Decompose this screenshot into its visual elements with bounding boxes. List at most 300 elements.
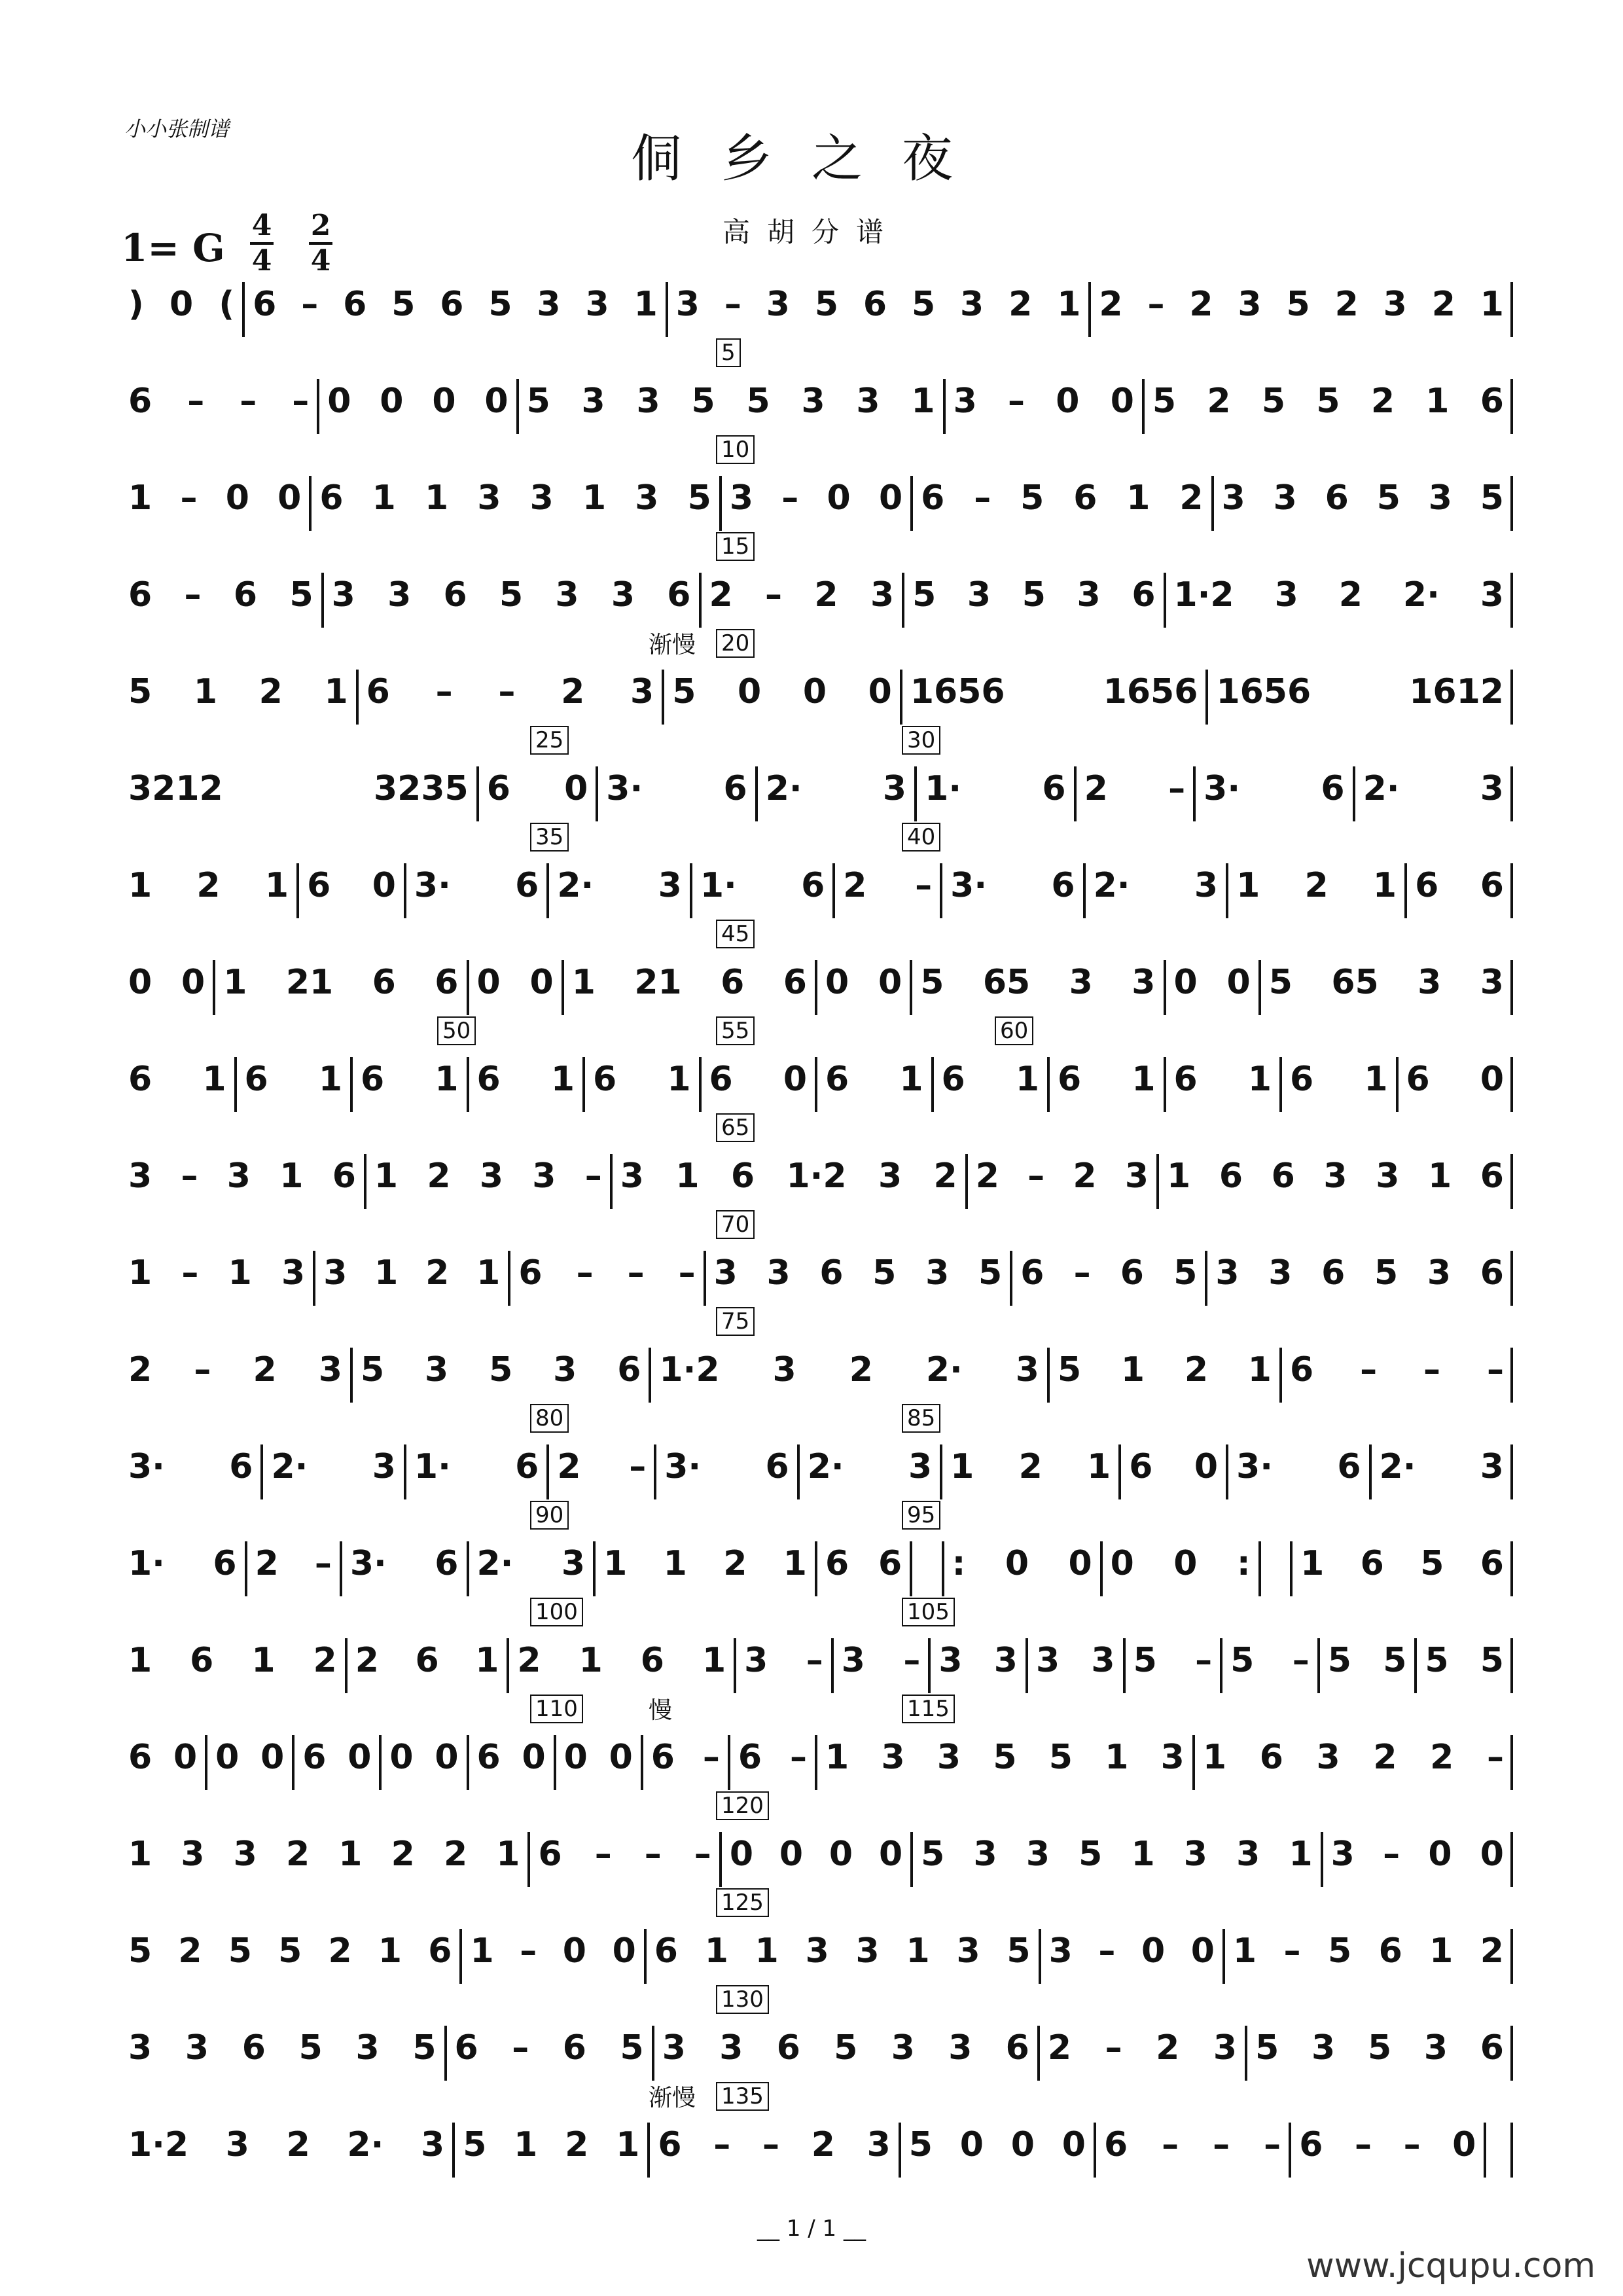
- measure-number: 65: [716, 1113, 755, 1142]
- measure: 6 1 1 3 3 1 3 5: [319, 478, 711, 518]
- measure: 6 1: [128, 1060, 226, 1099]
- time-sig-denominator: 4: [310, 244, 331, 278]
- measure: 3· 6: [606, 769, 747, 808]
- bar-line: [1192, 1735, 1195, 1790]
- measure: 3 –: [841, 1641, 921, 1680]
- time-sig-denominator: 4: [251, 244, 272, 278]
- measure-number: 35: [530, 823, 569, 852]
- bar-line: [313, 1251, 315, 1306]
- bar-line: [1510, 2026, 1513, 2081]
- bar-line: [900, 670, 902, 725]
- measure-number: 125: [716, 1888, 769, 1917]
- measure: 3 3 6 5 3 3 6: [331, 575, 691, 615]
- bar-line: [943, 379, 946, 434]
- measure: 6 0: [1129, 1447, 1219, 1486]
- measure: 6 6: [825, 1544, 902, 1583]
- bar-line: [356, 670, 359, 725]
- score-row: [119, 1986, 1513, 2074]
- measure: 3 3 6 5 3 6: [1215, 1253, 1504, 1293]
- score-row: [119, 824, 1513, 912]
- tempo-direction: 渐慢: [649, 632, 696, 658]
- measure: 1· 6: [700, 866, 825, 905]
- bar-line: [940, 1444, 942, 1499]
- measure: 3 3 6 5 3 5: [713, 1253, 1003, 1293]
- bar-line: [797, 1444, 800, 1499]
- bar-line: [546, 863, 549, 918]
- bar-line: [452, 2123, 455, 2178]
- bar-line: [1226, 863, 1228, 918]
- page-number: __ 1 / 1 __: [757, 2215, 866, 2242]
- measure: 1 6 6 3 3 1 6: [1167, 1157, 1504, 1196]
- bar-line: [1353, 766, 1355, 821]
- measure: 3· 6: [414, 866, 539, 905]
- measure: 5 1 2 1: [463, 2125, 640, 2164]
- bar-line: [404, 863, 406, 918]
- measure: 3 –: [744, 1641, 823, 1680]
- measure-number: 70: [716, 1210, 755, 1239]
- tempo-direction: 慢: [649, 1697, 673, 1724]
- measure-number: 40: [902, 823, 940, 852]
- bar-line: [831, 1638, 834, 1693]
- bar-line: [1010, 1251, 1012, 1306]
- bar-line: [1369, 1444, 1372, 1499]
- measure: 6 1: [593, 1060, 691, 1099]
- bar-line: [1245, 2026, 1247, 2081]
- measure: 6 1: [1058, 1060, 1156, 1099]
- bar-line: [562, 960, 564, 1015]
- bar-line: [350, 1348, 353, 1403]
- bar-line: [1510, 863, 1513, 918]
- measure: 3212 3235: [128, 769, 469, 808]
- key-signature: 1= G: [121, 226, 225, 270]
- measure-number: 75: [716, 1307, 755, 1336]
- bar-line: [205, 1735, 207, 1790]
- bar-line: [662, 670, 664, 725]
- measure: 1 6 3 2 2 –: [1202, 1738, 1504, 1777]
- part-subtitle: 高胡分谱: [722, 216, 901, 248]
- bar-line: [690, 863, 692, 918]
- bar-line: [1088, 282, 1091, 337]
- measure: 2 – 2 3: [709, 575, 895, 615]
- time-sig-numerator: 4: [251, 209, 272, 242]
- measure: 1 6 1 2: [128, 1641, 337, 1680]
- bar-line: [1289, 2123, 1291, 2178]
- measure: 2 – 2 3: [1047, 2028, 1238, 2068]
- measure: 6 1: [361, 1060, 459, 1099]
- measure: 0 0: [825, 963, 902, 1002]
- measure: 5 3 3 5 1 3 3 1: [921, 1835, 1313, 1874]
- bar-line: [467, 1057, 469, 1112]
- measure-number: 60: [995, 1016, 1033, 1045]
- measure: 6 – 6 5: [1020, 1253, 1198, 1293]
- measure: 6 1: [1173, 1060, 1272, 1099]
- measure: 1·2 3 2 2· 3: [128, 2125, 445, 2164]
- measure-number: 135: [716, 2082, 769, 2111]
- measure: 1·2 3 2 2· 3: [659, 1350, 1039, 1390]
- score-row: [119, 533, 1513, 621]
- bar-line: [1205, 1251, 1207, 1306]
- bar-line: [1164, 1057, 1166, 1112]
- measure: 0 0: [128, 963, 205, 1002]
- measure: 1 1 2 1: [603, 1544, 807, 1583]
- measure: 6 0: [307, 866, 396, 905]
- site-watermark: www.jcqupu.com: [1306, 2246, 1596, 2286]
- measure: 5 5: [1425, 1641, 1504, 1680]
- measure: 5 1 2 1: [128, 672, 348, 711]
- measure: 1656 1656: [910, 672, 1198, 711]
- bar-line: [242, 282, 245, 337]
- bar-line: [815, 1541, 817, 1596]
- measure: 1 21 6 6: [571, 963, 807, 1002]
- measure: 5 3 5 3 6: [912, 575, 1156, 615]
- measure: 5 5: [1327, 1641, 1407, 1680]
- measure: 0 0 :: [1110, 1544, 1251, 1583]
- measure-number: 110: [530, 1695, 583, 1723]
- tempo-direction: 渐慢: [649, 2085, 696, 2111]
- bar-line: [910, 1832, 913, 1887]
- bar-line: [1510, 1929, 1513, 1984]
- bar-line: [1156, 1154, 1159, 1209]
- score-row: [119, 437, 1513, 524]
- measure: 6 0: [476, 1738, 546, 1777]
- score-row: [119, 340, 1513, 427]
- measure-number: 130: [716, 1985, 769, 2014]
- score-row: [119, 921, 1513, 1009]
- measure: 1 2 1: [950, 1447, 1111, 1486]
- bar-line: [292, 1735, 294, 1790]
- bar-line: [1510, 1638, 1513, 1693]
- measure: 3 – 3 1 6: [128, 1157, 356, 1196]
- measure: 5 –: [1230, 1641, 1310, 1680]
- bar-line: [582, 1057, 585, 1112]
- measure: 1 6 5 6: [1300, 1544, 1504, 1583]
- score-row: [119, 1502, 1513, 1590]
- measure: 6 – 6 5 6 5 3 3 1: [253, 285, 658, 324]
- bar-line: [832, 863, 835, 918]
- measure: 6 –: [651, 1738, 720, 1777]
- score-row: [119, 2083, 1513, 2171]
- bar-line: [815, 960, 817, 1015]
- measure: 5 65 3 3: [1268, 963, 1504, 1002]
- measure: 3 1 6 1·2 3 2: [620, 1157, 957, 1196]
- measure: 3 – 0 0: [1048, 1931, 1215, 1971]
- measure-number: 15: [716, 532, 755, 561]
- bar-line: [1279, 1057, 1282, 1112]
- bar-line: [940, 863, 942, 918]
- bar-line: [1226, 1444, 1228, 1499]
- bar-line: [1118, 1444, 1121, 1499]
- measure: 1 – 5 6 1 2: [1232, 1931, 1504, 1971]
- bar-line: [527, 1832, 530, 1887]
- measure-number: 95: [902, 1501, 940, 1530]
- bar-line: [1039, 1929, 1041, 1984]
- measure: 6 – – –: [518, 1253, 696, 1293]
- measure-number: 20: [716, 629, 755, 658]
- bar-line: [666, 282, 668, 337]
- measure: 6 – – 2 3: [366, 672, 654, 711]
- measure: 5 3 3 5 5 3 3 1: [526, 382, 935, 421]
- measure: 6 1: [476, 1060, 575, 1099]
- bar-line: [910, 476, 913, 531]
- measure: 5 65 3 3: [920, 963, 1156, 1002]
- bar-line: [1510, 1057, 1513, 1112]
- bar-line: [1220, 1638, 1222, 1693]
- score-row: [119, 1405, 1513, 1493]
- measure: : 0 0: [952, 1544, 1092, 1583]
- measure-number: 5: [716, 338, 741, 367]
- bar-line: [593, 1541, 596, 1596]
- measure: 2· 3: [807, 1447, 933, 1486]
- bar-line: [1258, 960, 1261, 1015]
- bar-line: [931, 1057, 934, 1112]
- measure: 6 – – 0: [1299, 2125, 1476, 2164]
- bar-line: [516, 379, 519, 434]
- measure: 2· 3: [557, 866, 682, 905]
- bar-line: [1142, 379, 1145, 434]
- bar-line: [1094, 2123, 1096, 2178]
- score-row: [119, 1308, 1513, 1396]
- bar-line: [1083, 863, 1086, 918]
- measure: 6 0: [486, 769, 588, 808]
- measure-number: 100: [530, 1598, 583, 1626]
- measure: 5 2 5 5 2 1 6: [128, 1931, 452, 1971]
- measure: 6 – 6 5: [128, 575, 313, 615]
- bar-line: [345, 1638, 348, 1693]
- measure: 2 1 6 1: [517, 1641, 726, 1680]
- measure: 1 21 6 6: [223, 963, 459, 1002]
- bar-line: [1510, 1444, 1513, 1499]
- measure: 6 0: [302, 1738, 372, 1777]
- bar-line: [1510, 1541, 1513, 1596]
- bar-line: [1123, 1638, 1126, 1693]
- bar-line: [245, 1541, 247, 1596]
- bar-line: [1510, 960, 1513, 1015]
- bar-line: [321, 573, 324, 628]
- measure-number: 85: [902, 1404, 940, 1433]
- bar-line: [1074, 766, 1077, 821]
- bar-line: [1396, 1057, 1399, 1112]
- bar-line: [1026, 1638, 1028, 1693]
- bar-line: [699, 1057, 702, 1112]
- bar-line: [364, 1154, 366, 1209]
- measure: 6 1: [1290, 1060, 1388, 1099]
- bar-line: [755, 766, 758, 821]
- measure: 3 – 3 5 6 5 3 2 1: [675, 285, 1081, 324]
- measure-number: 115: [902, 1695, 955, 1723]
- measure: 2· 3: [1363, 769, 1504, 808]
- score-row: [119, 272, 1513, 331]
- bar-line: [647, 2123, 650, 2178]
- bar-line: [1258, 1541, 1261, 1596]
- measure: 1656 1612: [1216, 672, 1504, 711]
- bar-line: [1164, 573, 1166, 628]
- bar-line: [554, 1735, 556, 1790]
- measure: 3· 6: [950, 866, 1075, 905]
- measure: 3 – 0 0: [953, 382, 1134, 421]
- measure: 2· 3: [1379, 1447, 1504, 1486]
- bar-line: [1510, 1832, 1513, 1887]
- measure-number: 25: [530, 726, 569, 755]
- measure: 5 3 5 3 6: [361, 1350, 641, 1390]
- measure: 1·2 3 2 2· 3: [1173, 575, 1504, 615]
- measure: 2· 3: [476, 1544, 586, 1583]
- measure-number: 90: [530, 1501, 569, 1530]
- bar-line: [317, 379, 319, 434]
- measure: 3 1 2 1: [323, 1253, 501, 1293]
- bar-line: [508, 1251, 510, 1306]
- measure: 1 2 1: [1236, 866, 1397, 905]
- measure: 5 2 5 5 2 1 6: [1152, 382, 1504, 421]
- bar-line: [910, 960, 912, 1015]
- measure: 6 1: [825, 1060, 923, 1099]
- bar-line: [641, 1735, 643, 1790]
- bar-line: [444, 2026, 447, 2081]
- measure: 3 3: [938, 1641, 1018, 1680]
- measure: 6 6: [1415, 866, 1504, 905]
- bar-line: [1510, 1251, 1513, 1306]
- bar-line: [404, 1444, 406, 1499]
- measure-number: 120: [716, 1791, 769, 1820]
- measure: 0 0: [215, 1738, 285, 1777]
- bar-line: [704, 1251, 706, 1306]
- bar-line: [1510, 476, 1513, 531]
- bar-line: [719, 476, 722, 531]
- measure-number: 80: [530, 1404, 569, 1433]
- measure: 2 –: [843, 866, 933, 905]
- bar-line: [654, 1444, 656, 1499]
- bar-line: [1205, 670, 1208, 725]
- measure: ) 0 (: [128, 285, 235, 324]
- measure: 1 2 1: [128, 866, 289, 905]
- bar-line: [546, 1444, 549, 1499]
- measure: 3 3 6 5 3 5: [128, 2028, 437, 2068]
- bar-line: [1414, 1638, 1417, 1693]
- score-row: [119, 1115, 1513, 1202]
- bar-line: [1290, 1541, 1293, 1596]
- measure: 3· 6: [349, 1544, 459, 1583]
- measure: 6 0: [1406, 1060, 1504, 1099]
- bar-line: [649, 1348, 651, 1403]
- measure: 1 – 1 3: [128, 1253, 306, 1293]
- measure: 1 3 3 2 1 2 2 1: [128, 1835, 520, 1874]
- measure: 0 0: [1173, 963, 1251, 1002]
- measure: 1· 6: [414, 1447, 539, 1486]
- bar-line: [309, 476, 312, 531]
- bar-line: [965, 1154, 968, 1209]
- measure: 3 3: [1035, 1641, 1115, 1680]
- measure: 2 – 2 3: [128, 1350, 342, 1390]
- bar-line: [942, 1541, 944, 1596]
- measure: 1· 6: [128, 1544, 237, 1583]
- measure: 6 – – 2 3: [658, 2125, 891, 2164]
- bar-line: [719, 1832, 722, 1887]
- bar-line: [815, 1735, 817, 1790]
- arranger-credit: 小小张制谱: [124, 117, 230, 141]
- measure: 0 0: [476, 963, 554, 1002]
- measure: 3· 6: [128, 1447, 253, 1486]
- bar-line: [1510, 1735, 1513, 1790]
- score-row: [119, 1793, 1513, 1880]
- measure: 2 6 1: [355, 1641, 499, 1680]
- measure: 1 2 3 3 –: [374, 1157, 602, 1196]
- bar-line: [1404, 863, 1407, 918]
- measure: 2 –: [255, 1544, 332, 1583]
- bar-line: [476, 766, 479, 821]
- measure: 3 – 0 0: [1330, 1835, 1504, 1874]
- song-title: 侗乡之夜: [630, 130, 992, 188]
- measure: 6 – – –: [538, 1835, 711, 1874]
- measure: 6 – – –: [1290, 1350, 1504, 1390]
- score-row: [119, 1018, 1513, 1105]
- bar-line: [610, 1154, 613, 1209]
- bar-line: [1321, 1832, 1323, 1887]
- bar-line: [467, 1541, 469, 1596]
- measure: 5 0 0 0: [908, 2125, 1086, 2164]
- bar-line: [1047, 1348, 1050, 1403]
- measure-number: 55: [716, 1016, 755, 1045]
- bar-line: [507, 1638, 509, 1693]
- measure-number: 50: [437, 1016, 476, 1045]
- measure: 2· 3: [271, 1447, 396, 1486]
- measure: 6 – – –: [128, 382, 310, 421]
- measure: 0 0: [563, 1738, 633, 1777]
- measure-number: 30: [902, 726, 940, 755]
- bar-line: [1484, 2123, 1486, 2178]
- bar-line: [296, 863, 299, 918]
- measure-number: 105: [902, 1598, 955, 1626]
- bar-line: [1510, 1348, 1513, 1403]
- measure: 6 0: [128, 1738, 198, 1777]
- measure: 6 –: [738, 1738, 807, 1777]
- bar-line: [1037, 2026, 1040, 2081]
- score-row: [119, 1890, 1513, 1977]
- bar-line: [734, 1638, 736, 1693]
- bar-line: [459, 1929, 462, 1984]
- measure: 6 – 5 6 1 2: [921, 478, 1204, 518]
- measure: 2 –: [557, 1447, 647, 1486]
- bar-line: [467, 1735, 469, 1790]
- bar-line: [1100, 1541, 1103, 1596]
- bar-line: [213, 960, 215, 1015]
- measure: 0 0: [389, 1738, 459, 1777]
- bar-line: [1047, 1057, 1050, 1112]
- measure: 1 – 0 0: [128, 478, 302, 518]
- bar-line: [902, 573, 904, 628]
- measure: 1· 6: [925, 769, 1066, 808]
- bar-line: [1164, 960, 1166, 1015]
- score-row: [119, 1211, 1513, 1299]
- bar-line: [1510, 282, 1513, 337]
- bar-line: [1510, 1154, 1513, 1209]
- bar-line: [899, 2123, 901, 2178]
- measure: 6 1: [941, 1060, 1039, 1099]
- measure: 3 3 6 5 3 3 6: [662, 2028, 1029, 2068]
- bar-line: [234, 1057, 237, 1112]
- measure: 2 – 2 3 5 2 3 2 1: [1099, 285, 1504, 324]
- measure: 0 0 0 0: [729, 1835, 903, 1874]
- measure: 5 0 0 0: [672, 672, 892, 711]
- bar-line: [699, 573, 702, 628]
- bar-line: [1510, 766, 1513, 821]
- bar-line: [644, 1929, 647, 1984]
- measure: 6 – – –: [1104, 2125, 1281, 2164]
- bar-line: [652, 2026, 654, 2081]
- bar-line: [596, 766, 598, 821]
- bar-line: [1193, 766, 1196, 821]
- bar-line: [910, 1541, 912, 1596]
- measure: 6 1 1 3 3 1 3 5: [654, 1931, 1031, 1971]
- measure: 1 3 3 5 5 1 3: [825, 1738, 1185, 1777]
